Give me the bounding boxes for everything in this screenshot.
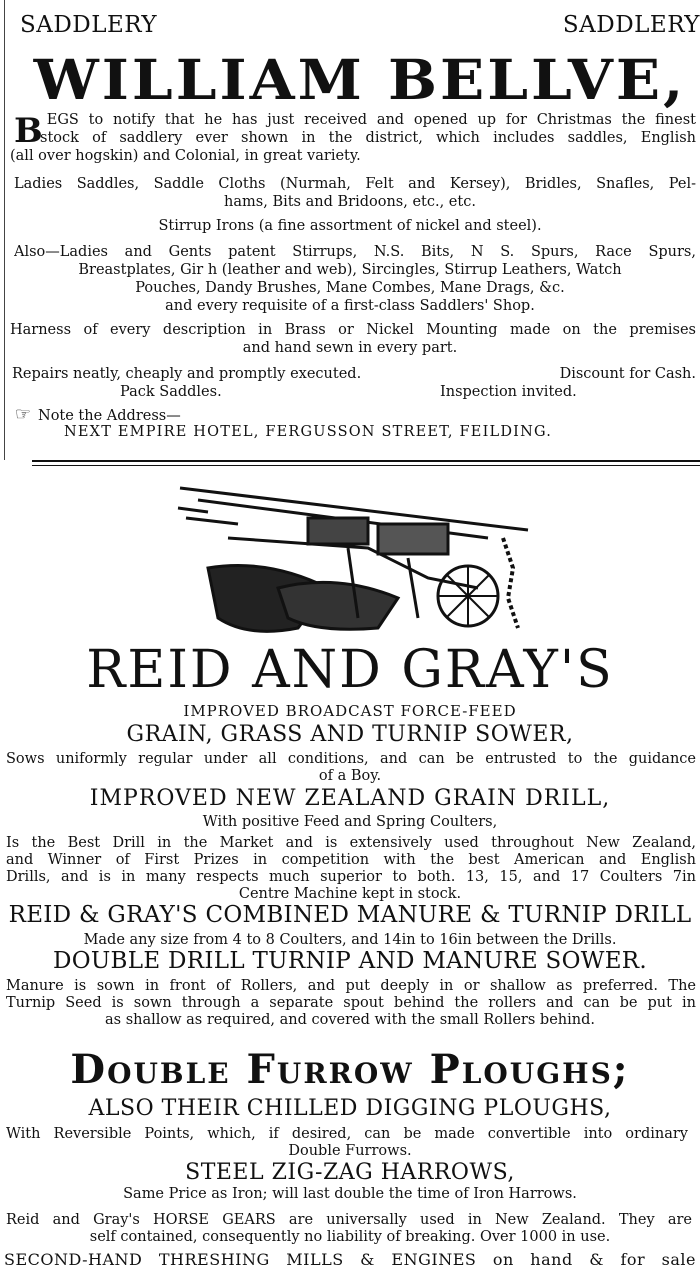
combined-drill-heading: REID & GRAY'S COMBINED MANURE & TURNIP DRILL	[8, 902, 692, 928]
manure-line-2: Turnip Seed is sown through a separate spout behind the rollers and can be put in	[6, 995, 696, 1011]
double-drill-heading: DOUBLE DRILL TURNIP AND MANURE SOWER.	[52, 948, 648, 974]
also-line-3: Pouches, Dandy Brushes, Mane Combes, Mane Drags, &c.	[135, 280, 565, 296]
intro-line-3: (all over hogskin) and Colonial, in great variety.	[10, 148, 361, 164]
advertiser-name: WILLIAM BELLVE,	[33, 47, 687, 113]
stirrup-line: Stirrup Irons (a fine assortment of nickel and steel).	[158, 218, 542, 234]
second-hand-threshing-text: SECOND-HAND THRESHING MILLS & ENGINES on hand & for sale	[4, 1250, 696, 1269]
intro-line-1: BEGS to notify that he has just received and opened up for Christmas the finest	[14, 112, 696, 146]
best-drill-line-3: Drills, and is in many respects much superior to both. 13, 15, and 17 Coulters 7in	[6, 869, 696, 885]
manure-line-3: as shallow as required, and covered with the small Rollers behind.	[105, 1012, 595, 1028]
grain-drill-subtitle: With positive Feed and Spring Coulters,	[202, 814, 498, 830]
address-text: NEXT EMPIRE HOTEL, FERGUSSON STREET, FEILDING.	[64, 424, 553, 440]
best-drill-line-2: and Winner of First Prizes in competition with the best American and English	[6, 852, 696, 868]
chilled-digging-ploughs-heading: ALSO THEIR CHILLED DIGGING PLOUGHS,	[88, 1096, 612, 1121]
improved-broadcast-text: IMPROVED BROADCAST FORCE-FEED	[183, 702, 517, 720]
harness-line-1: Harness of every description in Brass or Nickel Mounting made on the premises	[10, 322, 696, 338]
pack-saddles-text: Pack Saddles.	[120, 384, 222, 400]
horse-gears-line-1: Reid and Gray's HORSE GEARS are universally used in New Zealand. They are	[6, 1212, 692, 1228]
best-drill-line-4: Centre Machine kept in stock.	[238, 886, 462, 902]
double-furrow-ploughs-heading: Double Furrow Ploughs;	[70, 1046, 630, 1093]
section-divider	[32, 460, 700, 462]
sower-machine-illustration	[168, 478, 538, 648]
also-line-4: and every requisite of a first-class Saddlers' Shop.	[165, 298, 535, 314]
saddlery-header-left: SADDLERY	[20, 12, 158, 38]
repairs-text: Repairs neatly, cheaply and promptly executed.	[12, 366, 362, 382]
also-line-1: Also—Ladies and Gents patent Stirrups, N.S. Bits, N S. Spurs, Race Spurs,	[14, 244, 696, 260]
saddlery-header-right: SADDLERY	[562, 12, 700, 38]
reversible-line-2: Double Furrows.	[288, 1143, 412, 1159]
also-line-2: Breastplates, Gir h (leather and web), Sircingles, Stirrup Leathers, Watch	[78, 262, 622, 278]
dropcap-letter: B	[14, 112, 43, 146]
intro-line-2: stock of saddlery ever shown in the district, which includes saddles, English	[40, 130, 696, 146]
made-any-size-text: Made any size from 4 to 8 Coulters, and 14in to 16in between the Drills.	[83, 932, 617, 948]
discount-text: Discount for Cash.	[559, 366, 696, 382]
ladies-line-1: Ladies Saddles, Saddle Cloths (Nurmah, Felt and Kersey), Bridles, Snafles, Pel-	[14, 176, 696, 192]
same-price-text: Same Price as Iron; will last double the time of Iron Harrows.	[123, 1186, 577, 1202]
harness-line-2: and hand sewn in every part.	[242, 340, 458, 356]
pointing-hand-icon: ☞	[14, 404, 32, 425]
inspection-text: Inspection invited.	[440, 384, 577, 400]
best-drill-line-1: Is the Best Drill in the Market and is extensively used throughout New Zealand,	[6, 835, 696, 851]
note-line: ☞ Note the Address—	[8, 404, 700, 425]
reversible-line-1: With Reversible Points, which, if desired, can be made convertible into ordinary	[6, 1126, 688, 1142]
zig-zag-harrows-heading: STEEL ZIG-ZAG HARROWS,	[185, 1160, 515, 1185]
manure-line-1: Manure is sown in front of Rollers, and put deeply in or shallow as preferred. The	[6, 978, 696, 994]
sows-line-2: of a Boy.	[318, 768, 382, 784]
section-divider-thin	[32, 465, 700, 466]
grain-grass-sower-heading: GRAIN, GRASS AND TURNIP SOWER,	[126, 722, 574, 747]
sows-line-1: Sows uniformly regular under all conditions, and can be entrusted to the guidance	[6, 751, 696, 767]
grain-drill-heading: IMPROVED NEW ZEALAND GRAIN DRILL,	[89, 786, 611, 811]
reid-and-gray-title: REID AND GRAY'S	[86, 640, 614, 700]
horse-gears-line-2: self contained, consequently no liability of breaking. Over 1000 in use.	[89, 1229, 611, 1245]
ladies-line-2: hams, Bits and Bridoons, etc., etc.	[224, 194, 476, 210]
